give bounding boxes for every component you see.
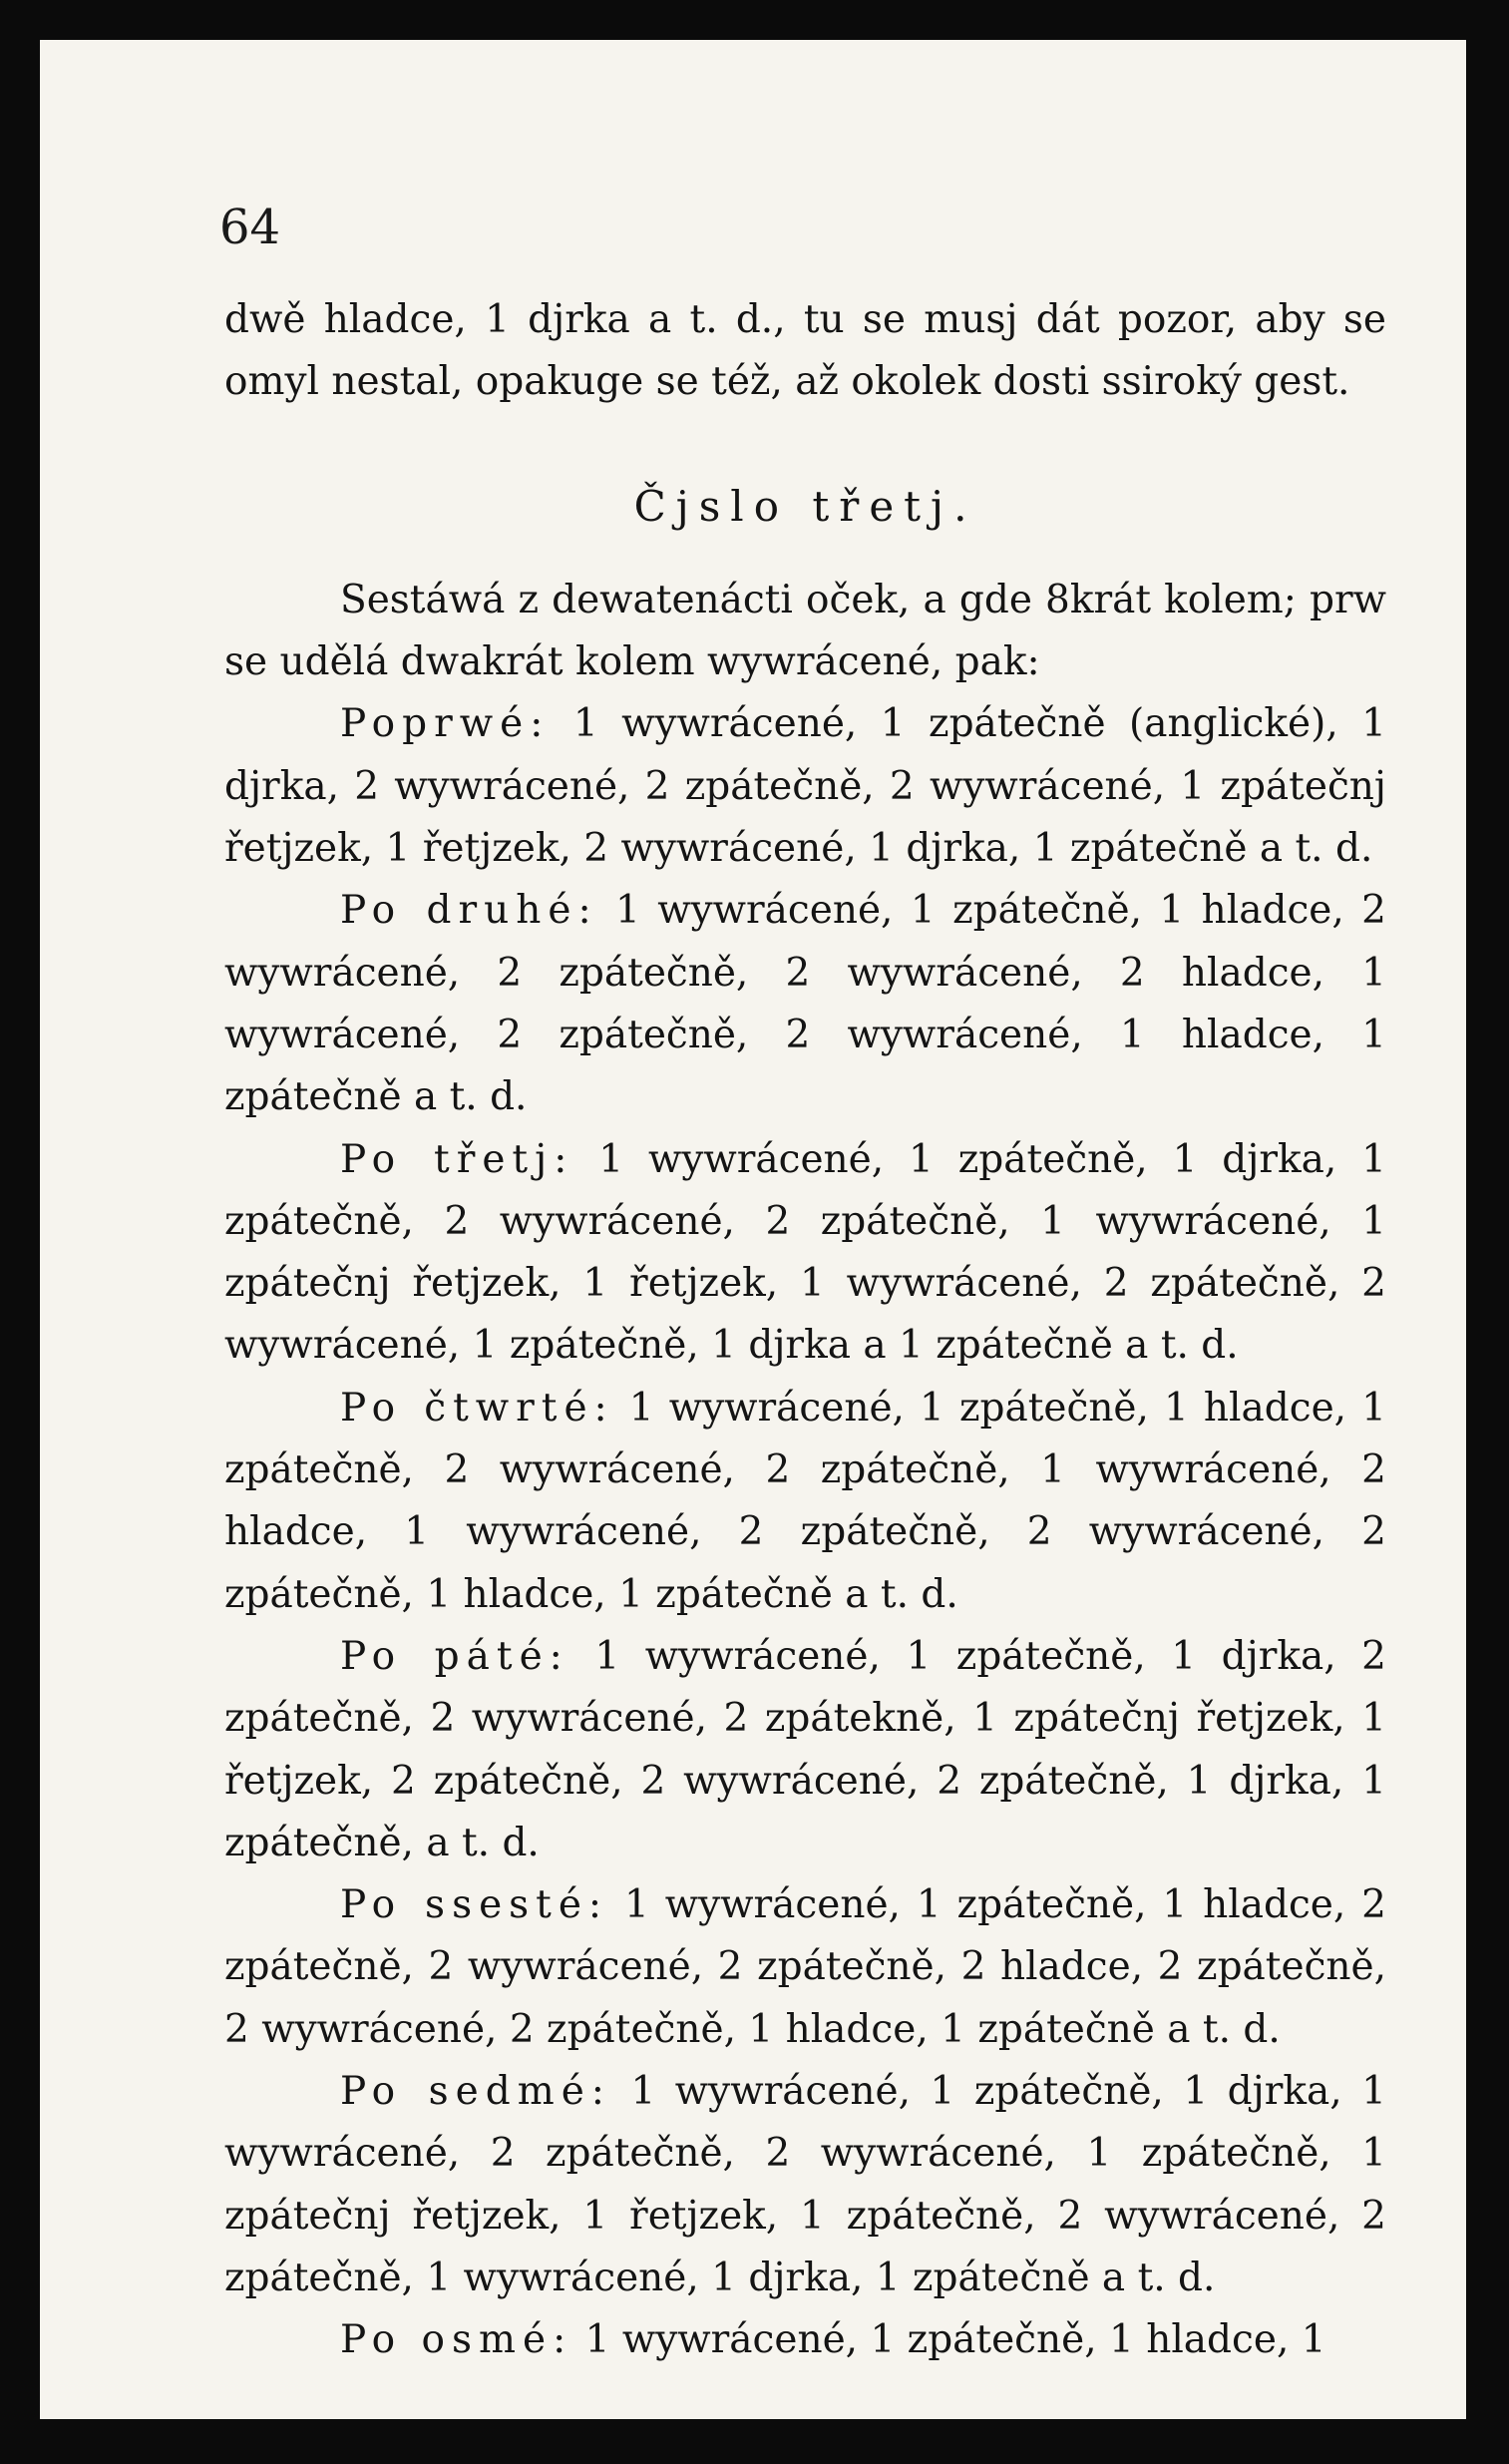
round-text: 1 wywrácené, 1 zpátečně, 1 hladce, 1 <box>572 2317 1326 2363</box>
intro-paragraph: dwě hladce, 1 djrka a t. d., tu se musj dát pozor, aby se omyl nestal, opakuge se též, až okolek dosti ssiroký gest. <box>224 297 1386 405</box>
page-body <box>224 289 1386 2372</box>
round-lead: Po čtwrté: <box>340 1385 614 1431</box>
round-lead: Po ssesté: <box>340 1882 609 1928</box>
round-lead: Po osmé: <box>340 2317 573 2363</box>
page-number: 64 <box>219 200 281 255</box>
round-text: 1 wywrácené, 1 zpátečně (anglické), 1 djrka, 2 wywrácené, 2 zpátečně, 2 wywrácené, 1 zpátečnj řetjzek, 1 řetjzek, 2 wywrácené, 1 djrka, 1 zpátečně a t. d. <box>224 701 1386 872</box>
round-text: 1 wywrácené, 1 zpátečně, 1 djrka, 2 zpátečně, 2 wywrácené, 2 zpátekně, 1 zpátečnj řetjzek, 1 řetjzek, 2 zpátečně, 2 wywrácené, 2 zpátečně, 1 djrka, 1 zpátečně, a t. d. <box>224 1633 1386 1865</box>
round-text: 1 wywrácené, 1 zpátečně, 1 djrka, 1 wywrácené, 2 zpátečně, 2 wywrácené, 1 zpátečně, 1 zpátečnj řetjzek, 1 řetjzek, 1 zpátečně, 2 wywrácené, 2 zpátečně, 1 wywrácené, 1 djrka, 1 zpátečně a t. d. <box>224 2069 1386 2300</box>
round-paragraph-6 <box>224 1874 1386 2061</box>
round-text: 1 wywrácené, 1 zpátečně, 1 hladce, 1 zpátečně, 2 wywrácené, 2 zpátečně, 1 wywrácené, 2 hladce, 1 wywrácené, 2 zpátečně, 2 wywrácené, 2 zpátečně, 1 hladce, 1 zpátečně a t. d. <box>224 1385 1386 1617</box>
round-text: 1 wywrácené, 1 zpátečně, 1 hladce, 2 zpátečně, 2 wywrácené, 2 zpátečně, 2 hladce, 2 zpátečně, 2 wywrácené, 2 zpátečně, 1 hladce, 1 zpátečně a t. d. <box>224 1882 1386 2052</box>
section-title: Čjslo třetj. <box>633 481 977 531</box>
round-paragraph-2 <box>224 880 1386 1128</box>
round-paragraph-3 <box>224 1129 1386 1378</box>
round-text: 1 wywrácené, 1 zpátečně, 1 djrka, 1 zpátečně, 2 wywrácené, 2 zpátečně, 1 wywrácené, 1 zpátečnj řetjzek, 1 řetjzek, 1 wywrácené, 2 zpátečně, 2 wywrácené, 1 zpátečně, 1 djrka a 1 zpátečně a t. d. <box>224 1136 1386 1369</box>
book-page <box>40 40 1466 2419</box>
round-text: 1 wywrácené, 1 zpátečně, 1 hladce, 2 wywrácené, 2 zpátečně, 2 wywrácené, 2 hladce, 1 wywrácené, 2 zpátečně, 2 wywrácené, 1 hladce, 1 zpátečně a t. d. <box>224 888 1386 1120</box>
round-paragraph-4 <box>224 1378 1386 1626</box>
section-intro: Sestáwá z dewatenácti oček, a gde 8krát kolem; prw se udělá dwakrát kolem wywrácené, pak: <box>224 577 1386 685</box>
round-paragraph-1 <box>224 693 1386 880</box>
round-paragraph-8 <box>224 2309 1386 2371</box>
round-lead: Poprwé: <box>340 701 551 747</box>
round-lead: Po páté: <box>340 1633 569 1679</box>
round-lead: Po sedmé: <box>340 2069 611 2115</box>
round-lead: Po třetj: <box>340 1136 574 1182</box>
round-lead: Po druhé: <box>340 888 598 934</box>
round-paragraph-7 <box>224 2061 1386 2309</box>
round-paragraph-5 <box>224 1626 1386 1874</box>
